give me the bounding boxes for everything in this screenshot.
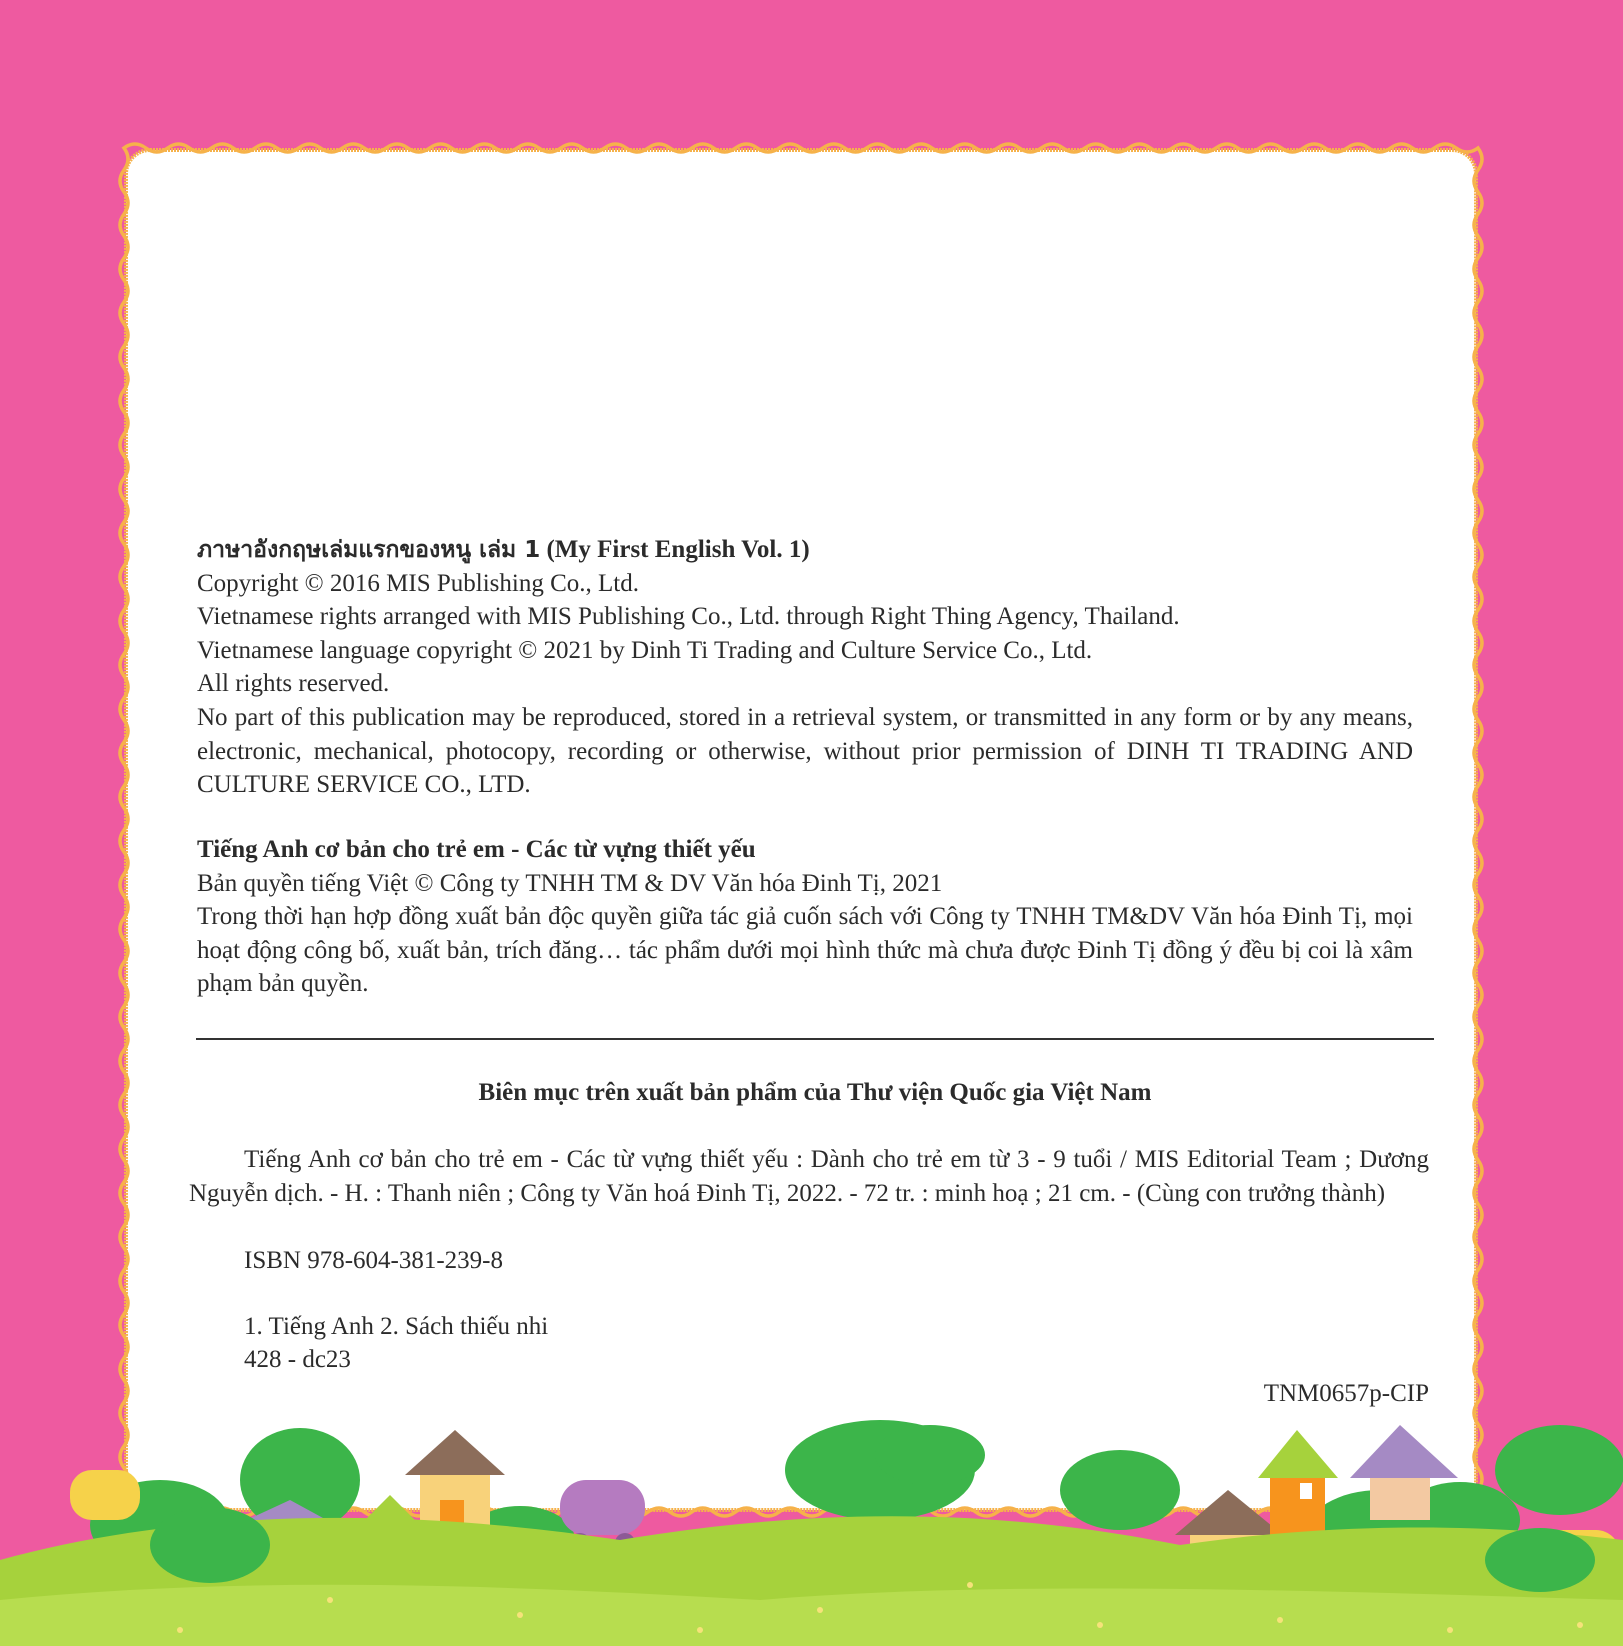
village-illustration: [0, 1400, 1623, 1646]
all-rights-line: All rights reserved.: [197, 670, 390, 697]
rights-arranged-line: Vietnamese rights arranged with MIS Publishing Co., Ltd. through Right Thing Agency, Thailand.: [197, 603, 1180, 630]
isbn: ISBN 978-604-381-239-8: [244, 1247, 504, 1274]
cip-heading: Biên mục trên xuất bản phẩm của Thư viện Quốc gia Việt Nam: [478, 1079, 1152, 1106]
cip-record: Tiếng Anh cơ bản cho trẻ em - Các từ vựng thiết yếu : Dành cho trẻ em từ 3 - 9 tuổi / MIS Editorial Team ; Dương Nguyễn dịch. - H. : Thanh niên ; Công ty Văn hoá Đinh Tị, 2022. - 72 tr. : minh hoạ ; 21 cm. - (Cùng con trưởng thành): [189, 1146, 1429, 1207]
vietnamese-copyright: Bản quyền tiếng Việt © Công ty TNHH TM & DV Văn hóa Đinh Tị, 2021: [197, 870, 943, 897]
vietnamese-title: Tiếng Anh cơ bản cho trẻ em - Các từ vựng thiết yếu: [197, 836, 756, 863]
english-title: (My First English Vol. 1): [546, 536, 810, 563]
vietnamese-notice: Trong thời hạn hợp đồng xuất bản độc quyền giữa tác giả cuốn sách với Công ty TNHH TM&DV Văn hóa Đinh Tị, mọi hoạt động công bố, xuất bản, trích đăng… tác phẩm dưới mọi hình thức mà chưa được Đinh Tị đồng ý đều bị coi là xâm phạm bản quyền.: [197, 903, 1413, 997]
thai-title: ภาษาอังกฤษเล่มแรกของหนู เล่ม 1: [197, 537, 541, 563]
cip-code: TNM0657p-CIP: [1263, 1380, 1429, 1407]
vietnamese-copyright-line: Vietnamese language copyright © 2021 by Dinh Ti Trading and Culture Service Co., Ltd.: [197, 637, 1093, 664]
subjects: 1. Tiếng Anh 2. Sách thiếu nhi: [244, 1313, 549, 1340]
classification: 428 - dc23: [244, 1346, 351, 1373]
car-yellow-1: [70, 1470, 140, 1520]
copyright-line: Copyright © 2016 MIS Publishing Co., Ltd.: [197, 570, 639, 597]
english-notice: No part of this publication may be reproduced, stored in a retrieval system, or transmitted in any form or by any means, electronic, mechanical, photocopy, recording or otherwise, without prior permission of DINH TI TRADING AND CULTURE SERVICE CO., LTD.: [197, 704, 1413, 798]
divider: [196, 1038, 1434, 1040]
title-line: [197, 533, 1437, 568]
